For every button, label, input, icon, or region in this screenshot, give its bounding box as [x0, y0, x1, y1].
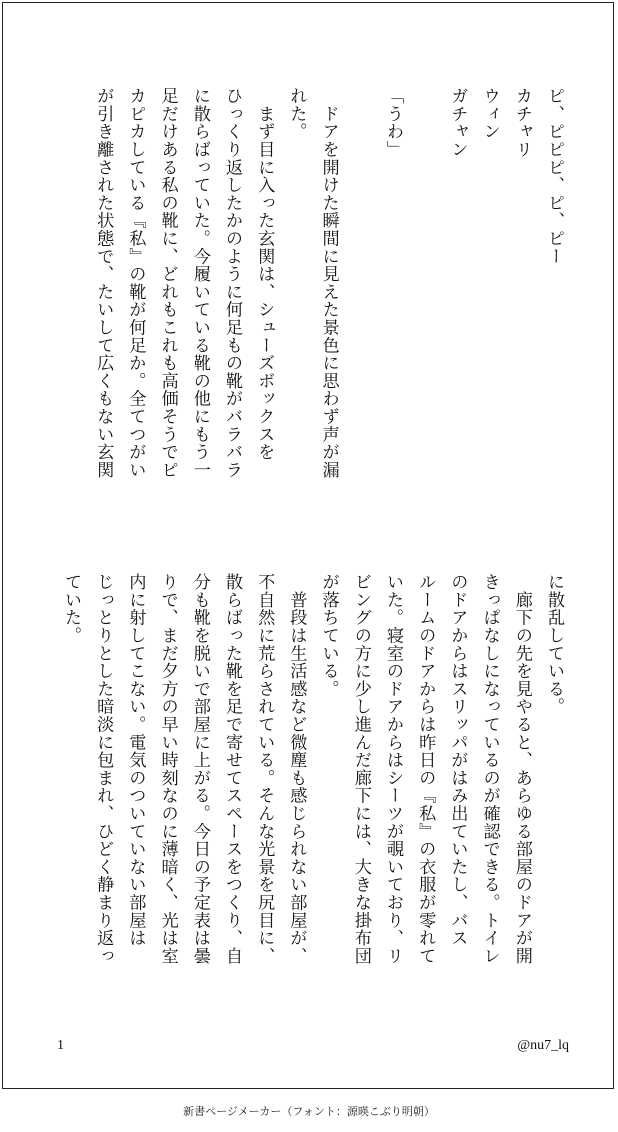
- text-line: りで、まだ夕方の早い時刻なのに薄暗く、光は室: [157, 573, 178, 965]
- text-line: 散らばった靴を足で寄せてスペースをつくり、自: [222, 573, 242, 965]
- text-line: いた。寝室のドアからはシーツが覗いており、リ: [383, 573, 403, 965]
- text-line: 廊下の先を見やると、あらゆる部屋のドアが開: [511, 573, 532, 965]
- text-column: [539, 3, 569, 1088]
- text-line: きっぱなしになっているのが確認できる。トイレ: [479, 573, 500, 965]
- text-line: カピカしている『私』の靴が何足か。全てつがい: [125, 87, 146, 479]
- text-line: 普段は生活感など微塵も感じられない部屋が、: [286, 573, 307, 965]
- text-line: ていた。: [61, 573, 81, 645]
- text-line: ひっくり返したかのように何足もの靴がバラバラ: [222, 87, 242, 479]
- text-line: カチャリ: [511, 87, 532, 159]
- text-line: 分も靴を脱いで部屋に上がる。今日の予定表は曇: [189, 573, 210, 965]
- text-line: ガチャン: [447, 87, 468, 159]
- text-line: れた。: [286, 87, 307, 141]
- text-column: [475, 3, 505, 1088]
- text-column: [153, 3, 183, 1088]
- text-line: じっとりとした暗淡に包まれ、ひどく静まり返っ: [93, 573, 114, 965]
- text-column: [120, 3, 150, 1088]
- text-line: が引き離された状態で、たいして広くもない玄関: [93, 87, 114, 479]
- text-column: [281, 3, 311, 1088]
- text-column: [346, 3, 376, 1088]
- text-line: に散らばっていた。今履いている靴の他にもう一: [189, 87, 210, 479]
- text-line: ドアを開けた瞬間に見えた景色に思わず声が漏: [318, 87, 339, 479]
- generator-caption: 新書ページメーカー（フォント：源暎こぶり明朝）: [183, 1105, 435, 1118]
- text-line: 「うわ」: [383, 87, 403, 159]
- text-line: まず目に入った玄関は、シューズボックスを: [254, 87, 275, 461]
- page-frame: [2, 2, 614, 1089]
- text-column: [314, 3, 344, 1088]
- text-column: [249, 3, 279, 1088]
- text-line: ピ、ピピピ、ピ、ピー: [544, 87, 564, 265]
- text-column: [378, 3, 408, 1088]
- text-line: 内に射してこない。電気のついていない部屋は: [125, 573, 146, 947]
- text-column: [185, 3, 215, 1088]
- text-line: ウィン: [479, 87, 500, 141]
- text-column: [88, 3, 118, 1088]
- text-column: [56, 3, 86, 1088]
- text-line: のドアからはスリッパがはみ出ていたし、バス: [447, 573, 468, 947]
- text-column: [507, 3, 537, 1088]
- author-handle: @nu7_lq: [517, 1038, 569, 1053]
- text-column: [217, 3, 247, 1088]
- text-line: ルームのドアからは昨日の『私』の衣服が零れて: [415, 573, 436, 965]
- text-column: [410, 3, 440, 1088]
- text-line: 足だけある私の靴に、どれもこれも高価そうでピ: [157, 87, 178, 479]
- text-line: ビングの方に少し進んだ廊下には、大きな掛布団: [350, 573, 371, 965]
- text-column: [442, 3, 472, 1088]
- page-number: 1: [57, 1038, 64, 1053]
- text-line: に散乱している。: [544, 573, 564, 716]
- text-line: が落ちている。: [318, 573, 339, 698]
- text-line: 不自然に荒らされている。そんな光景を尻目に、: [254, 573, 275, 965]
